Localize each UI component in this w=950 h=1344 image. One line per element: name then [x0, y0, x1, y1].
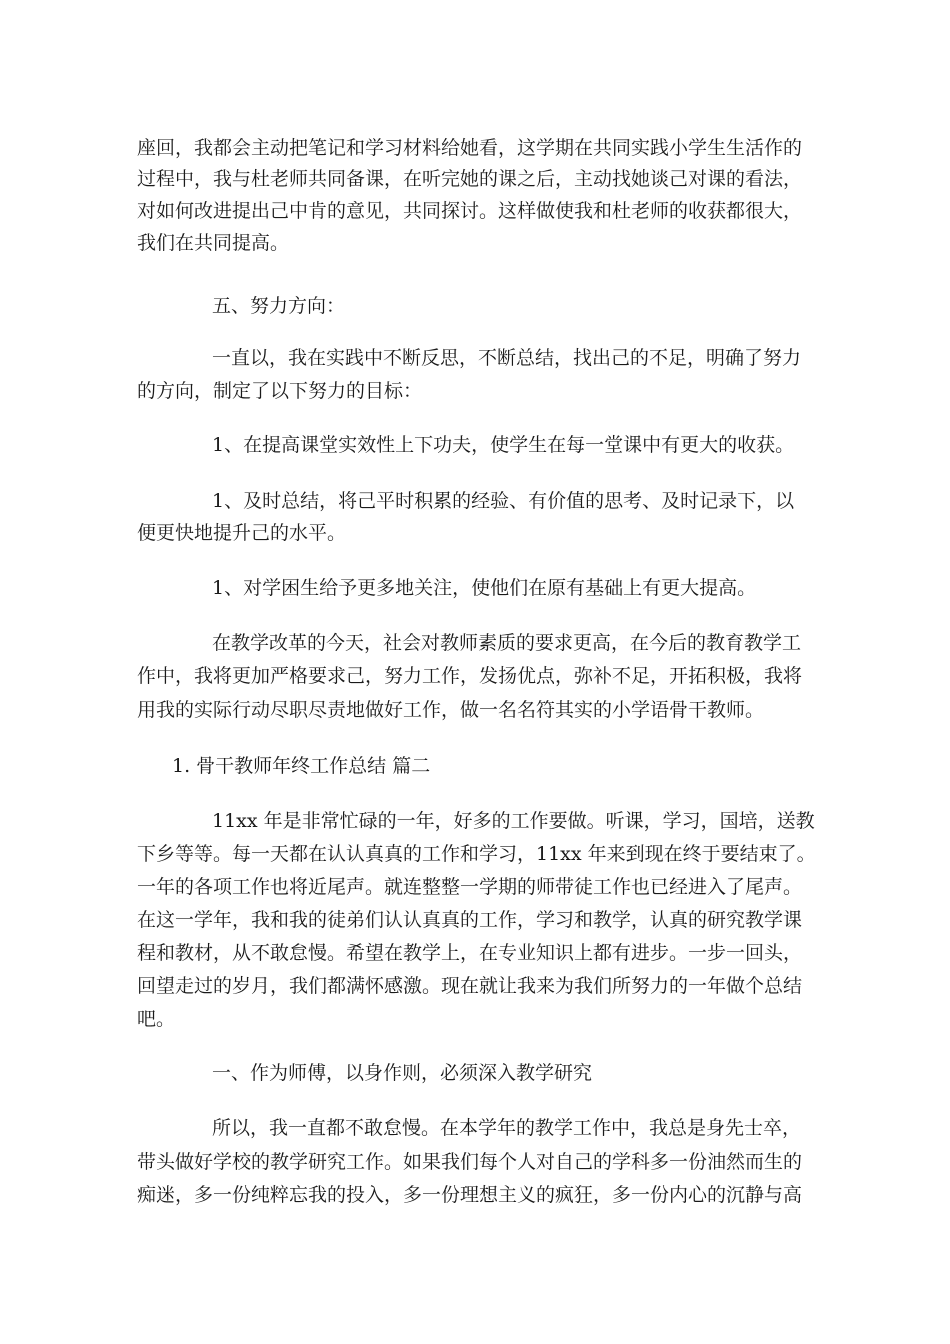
- text-line: 11xx 年是非常忙碌的一年，好多的工作要做。听课，学习，国培，送教: [212, 810, 815, 832]
- text-line: 作中，我将更加严格要求己，努力工作，发扬优点，弥补不足，开拓积极，我将: [137, 665, 803, 687]
- text-line: 用我的实际行动尽职尽责地做好工作，做一名名符其实的小学语骨干教师。: [137, 699, 765, 721]
- section-heading: 一、作为师傅，以身作则，必须深入教学研究: [212, 1062, 593, 1084]
- text-line: 在这一学年，我和我的徒弟们认认真真的工作，学习和教学，认真的研究教学课: [137, 909, 803, 931]
- text-line: 带头做好学校的教学研究工作。如果我们每个人对自己的学科多一份油然而生的: [137, 1151, 803, 1173]
- text-line: 在教学改革的今天，社会对教师素质的要求更高，在今后的教育教学工: [212, 632, 802, 654]
- text-line: 吧。: [137, 1008, 176, 1030]
- text-line: 下乡等等。每一天都在认认真真的工作和学习，11xx 年来到现在终于要结束了。: [137, 843, 816, 865]
- list-item: 1、在提高课堂实效性上下功夫，使学生在每一堂课中有更大的收获。: [212, 434, 795, 456]
- text-line: 便更快地提升己的水平。: [137, 522, 347, 544]
- text-line: 回望走过的岁月，我们都满怀感激。现在就让我来为我们所努力的一年做个总结: [137, 975, 803, 997]
- text-line: 的方向，制定了以下努力的目标：: [137, 380, 423, 402]
- text-line: 座回，我都会主动把笔记和学习材料给她看，这学期在共同实践小学生生活作的: [137, 137, 803, 159]
- text-line: 一年的各项工作也将近尾声。就连整整一学期的师带徒工作也已经进入了尾声。: [137, 876, 803, 898]
- article-heading: 1. 骨干教师年终工作总结 篇二: [172, 755, 431, 777]
- text-line: 对如何改进提出己中肯的意见，共同探讨。这样做使我和杜老师的收获都很大，: [137, 200, 803, 222]
- text-line: 我们在共同提高。: [137, 232, 290, 254]
- text-line: 一直以，我在实践中不断反思，不断总结，找出己的不足，明确了努力: [212, 347, 802, 369]
- list-item: 1、及时总结，将己平时积累的经验、有价值的思考、及时记录下，以: [212, 490, 795, 512]
- text-line: 程和教材，从不敢怠慢。希望在教学上，在专业知识上都有进步。一步一回头，: [137, 942, 803, 964]
- list-item: 1、对学困生给予更多地关注，使他们在原有基础上有更大提高。: [212, 577, 757, 599]
- text-line: 所以，我一直都不敢怠慢。在本学年的教学工作中，我总是身先士卒，: [212, 1117, 802, 1139]
- text-line: 过程中，我与杜老师共同备课，在听完她的课之后，主动找她谈己对课的看法，: [137, 168, 803, 190]
- section-heading: 五、努力方向：: [212, 295, 346, 317]
- text-line: 痴迷，多一份纯粹忘我的投入，多一份理想主义的疯狂，多一份内心的沉静与高: [137, 1184, 803, 1206]
